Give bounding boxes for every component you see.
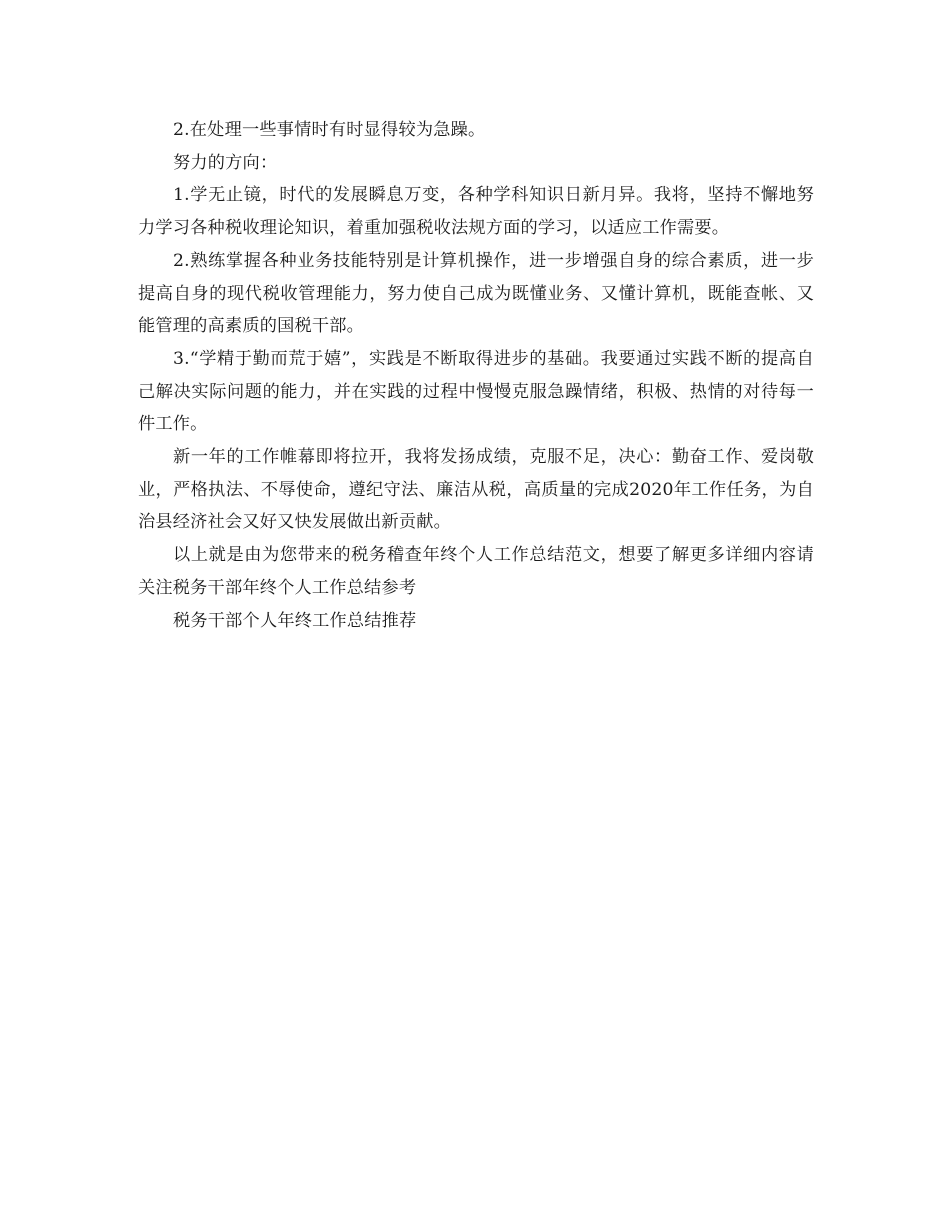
- paragraph-direction-1: 1.学无止镜，时代的发展瞬息万变，各种学科知识日新月异。我将，坚持不懈地努力学习各种税收理论知识，着重加强税收法规方面的学习，以适应工作需要。: [138, 185, 814, 239]
- paragraph-direction-heading: 努力的方向：: [173, 152, 278, 173]
- document-body: [138, 114, 814, 637]
- paragraph-closing-note: 以上就是由为您带来的税务稽查年终个人工作总结范文，想要了解更多详细内容请关注税务干部年终个人工作总结参考: [138, 545, 814, 598]
- paragraph-direction-2: 2.熟练掌握各种业务技能特别是计算机操作，进一步增强自身的综合素质，进一步提高自身的现代税收管理能力，努力使自己成为既懂业务、又懂计算机，既能查帐、又能管理的高素质的国税干部。: [138, 250, 814, 337]
- paragraph-direction-3: 3.“学精于勤而荒于嬉”，实践是不断取得进步的基础。我要通过实践不断的提高自己解决实际问题的能力，并在实践的过程中慢慢克服急躁情绪，积极、热情的对待每一件工作。: [138, 348, 814, 435]
- paragraph-recommendation: 税务干部个人年终工作总结推荐: [173, 610, 417, 631]
- paragraph-new-year: 新一年的工作帷幕即将拉开，我将发扬成绩，克服不足，决心：勤奋工作、爱岗敬业，严格执法、不辱使命，遵纪守法、廉洁从税，高质量的完成2020年工作任务，为自治县经济社会又好又快发展做出新贡献。: [138, 447, 814, 533]
- paragraph-weakness-2: 2.在处理一些事情时有时显得较为急躁。: [173, 120, 486, 140]
